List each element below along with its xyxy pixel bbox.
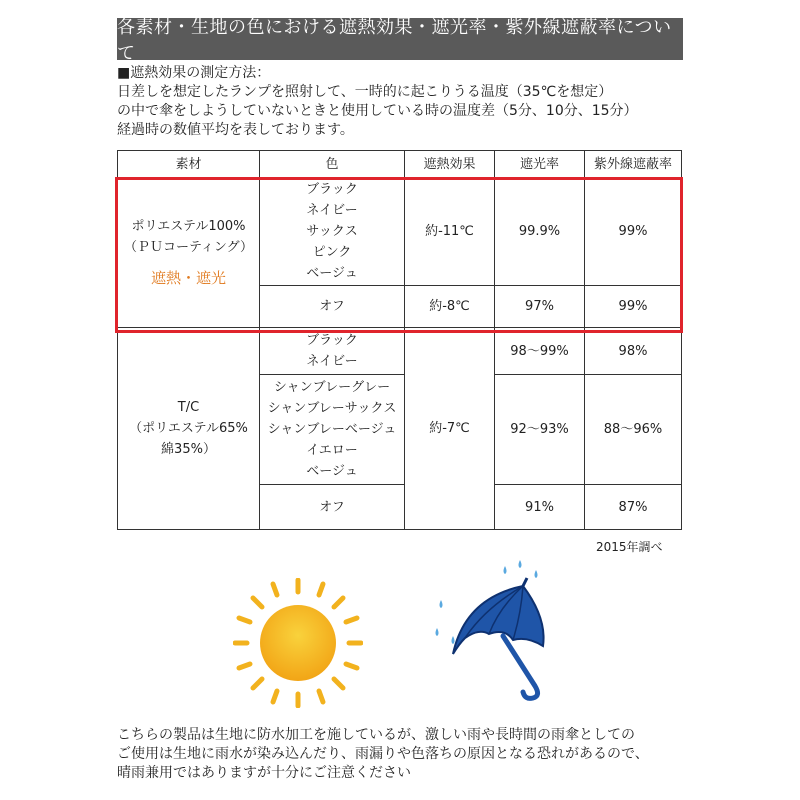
measurement-line: 経過時の数値平均を表しております。 — [117, 122, 354, 138]
color-name: シャンブレーベージュ — [267, 422, 397, 437]
table-header-row — [118, 151, 682, 178]
shading-cell: 91% — [495, 485, 585, 530]
uv-cell: 99% — [585, 286, 682, 328]
measurement-line: の中で傘をしようしていないときと使用している時の温度差（5分、10分、15分） — [117, 103, 638, 119]
heat-cell: 約-11℃ — [405, 178, 495, 286]
shading-cell: 98～99% — [495, 328, 585, 375]
color-cell — [260, 328, 405, 375]
notice-line: ご使用は生地に雨水が染み込んだり、雨漏りや色落ちの原因となる恐れがあるので、 — [117, 746, 649, 762]
feature-label: 遮熱・遮光 — [150, 269, 226, 287]
page-title: 各素材・生地の色における遮熱効果・遮光率・紫外線遮蔽率について — [117, 18, 683, 60]
color-name: ブラック — [306, 333, 358, 348]
color-cell: オフ — [260, 286, 405, 328]
waterproof-notice — [117, 726, 717, 783]
color-name: ネイビー — [306, 354, 358, 369]
color-name: シャンブレーグレー — [273, 380, 391, 395]
uv-cell: 87% — [585, 485, 682, 530]
color-name: イエロー — [306, 443, 358, 458]
table-row — [118, 178, 682, 286]
material-cell — [118, 328, 260, 530]
color-cell — [260, 375, 405, 485]
notice-line: 晴雨兼用ではありますが十分にご注意ください — [117, 765, 411, 781]
shading-cell: 92～93% — [495, 375, 585, 485]
header-material: 素材 — [118, 151, 260, 178]
material-name: T/C — [177, 400, 200, 415]
color-name: サックス — [306, 224, 358, 239]
measurement-line: 日差しを想定したランプを照射して、一時的に起こりうる温度（35℃を想定） — [117, 84, 613, 100]
shading-cell: 97% — [495, 286, 585, 328]
header-uv-rate: 紫外線遮蔽率 — [585, 151, 682, 178]
material-name: ポリエステル100% — [131, 219, 246, 234]
measurement-heading: ■遮熱効果の測定方法： — [117, 65, 271, 81]
color-name: ネイビー — [306, 203, 358, 218]
header-shading-rate: 遮光率 — [495, 151, 585, 178]
header-color: 色 — [260, 151, 405, 178]
material-cell — [118, 178, 260, 328]
heat-cell: 約-7℃ — [405, 328, 495, 530]
spec-table — [117, 150, 682, 530]
shading-cell: 99.9% — [495, 178, 585, 286]
color-cell — [260, 178, 405, 286]
uv-cell: 98% — [585, 328, 682, 375]
uv-cell: 99% — [585, 178, 682, 286]
color-name: ブラック — [306, 182, 358, 197]
notice-line: こちらの製品は生地に防水加工を施しているが、激しい雨や長時間の雨傘としての — [117, 727, 635, 743]
sun-icon — [233, 578, 363, 708]
color-name: ベージュ — [306, 266, 358, 281]
color-name: シャンブレーサックス — [267, 401, 397, 416]
table-row — [118, 328, 682, 375]
color-cell: オフ — [260, 485, 405, 530]
material-coating: （ＰＵコーティング） — [123, 240, 254, 255]
header-heat-effect: 遮熱効果 — [405, 151, 495, 178]
material-composition: （ポリエステル65% — [129, 421, 248, 436]
umbrella-icon — [425, 558, 575, 703]
survey-note: 2015年調べ — [596, 540, 663, 554]
color-name: ベージュ — [306, 464, 358, 479]
material-composition: 綿35%） — [161, 442, 216, 457]
color-name: ピンク — [312, 245, 352, 260]
measurement-method — [117, 64, 717, 140]
heat-cell: 約-8℃ — [405, 286, 495, 328]
uv-cell: 88～96% — [585, 375, 682, 485]
